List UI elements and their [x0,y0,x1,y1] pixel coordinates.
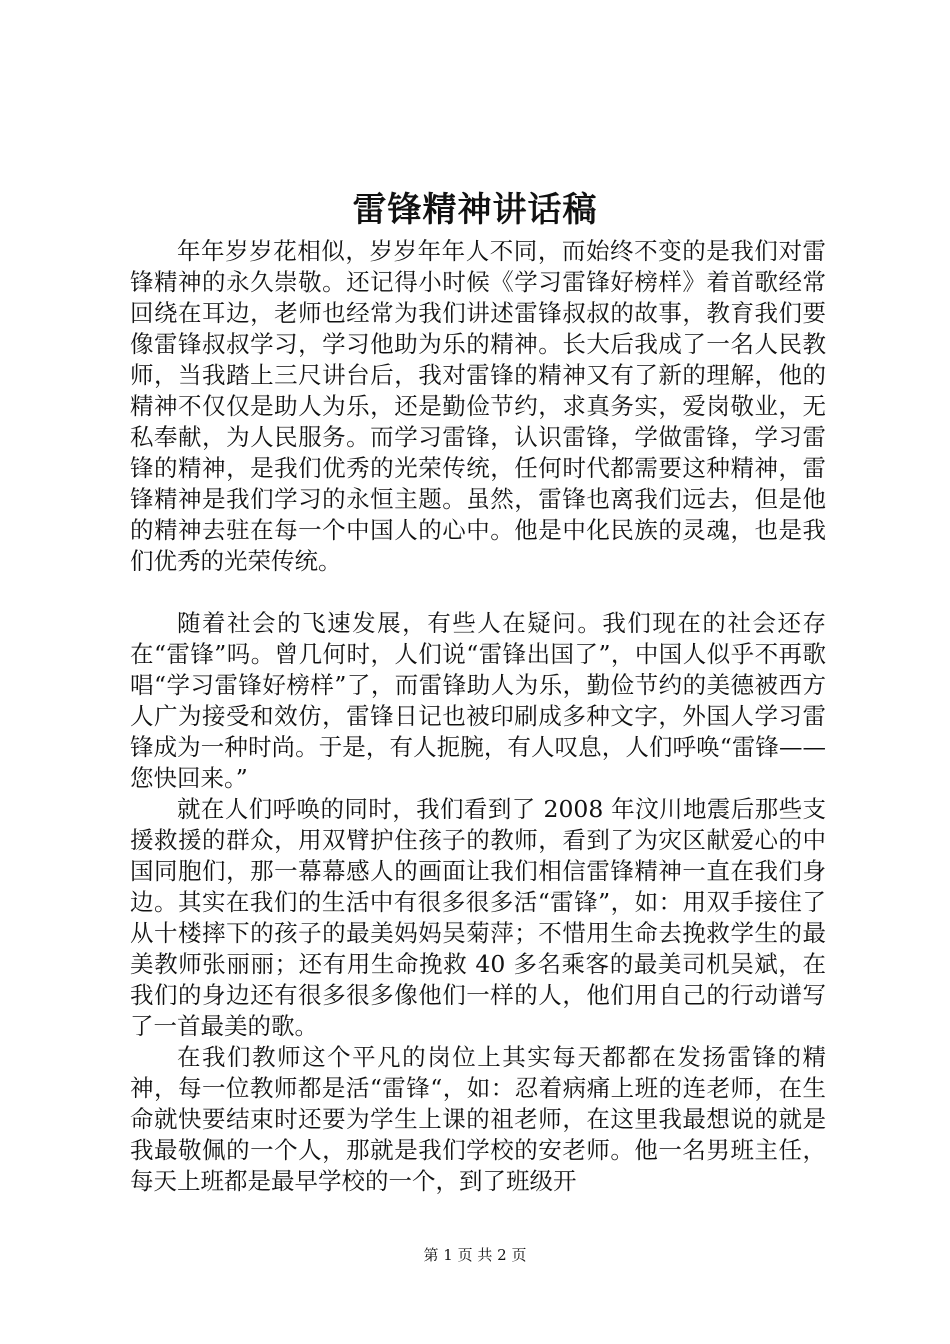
paragraph-3: 就在人们呼唤的同时，我们看到了 2008 年汶川地震后那些支援救援的群众，用双臂护住孩子的教师，看到了为灾区献爱心的中国同胞们，那一幕幕感人的画面让我们相信雷锋精神一直在我们身边。其实在我们的生活中有很多很多活“雷锋”，如：用双手接住了从十楼摔下的孩子的最美妈妈吴菊萍；不惜用生命去挽救学生的最美教师张丽丽；还有用生命挽救 40 多名乘客的最美司机吴斌，在我们的身边还有很多很多像他们一样的人，他们用自己的行动谱写了一首最美的歌。 [130,795,826,1040]
document-title: 雷锋精神讲话稿 [352,190,598,230]
paragraph-1: 年年岁岁花相似，岁岁年年人不同，而始终不变的是我们对雷锋精神的永久崇敬。还记得小时候《学习雷锋好榜样》着首歌经常回绕在耳边，老师也经常为我们讲述雷锋叔叔的故事，教育我们要像雷锋叔叔学习，学习他助为乐的精神。长大后我成了一名人民教师，当我踏上三尺讲台后，我对雷锋的精神又有了新的理解，他的精神不仅仅是助人为乐，还是勤俭节约，求真务实，爱岗敬业，无私奉献，为人民服务。而学习雷锋，认识雷锋，学做雷锋，学习雷锋的精神，是我们优秀的光荣传统，任何时代都需要这种精神，雷锋精神是我们学习的永恒主题。虽然，雷锋也离我们远去，但是他的精神去驻在每一个中国人的心中。他是中化民族的灵魂，也是我们优秀的光荣传统。 [130,237,826,575]
paragraph-4: 在我们教师这个平凡的岗位上其实每天都都在发扬雷锋的精神，每一位教师都是活“雷锋“，如：忍着病痛上班的连老师，在生命就快要结束时还要为学生上课的祖老师，在这里我最想说的就是我最敬佩的一个人，那就是我们学校的安老师。他一名男班主任，每天上班都是最早学校的一个，到了班级开 [130,1043,826,1195]
paragraph-2: 随着社会的飞速发展，有些人在疑问。我们现在的社会还存在“雷锋”吗。曾几何时，人们说“雷锋出国了”，中国人似乎不再歌唱“学习雷锋好榜样”了，而雷锋助人为乐，勤俭节约的美德被西方人广为接受和效仿，雷锋日记也被印刷成多种文字，外国人学习雷锋成为一种时尚。于是，有人扼腕，有人叹息，人们呼唤“雷锋——您快回来。” [130,609,826,792]
page-number-footer: 第 1 页 共 2 页 [423,1246,527,1264]
document-body [130,236,826,1197]
